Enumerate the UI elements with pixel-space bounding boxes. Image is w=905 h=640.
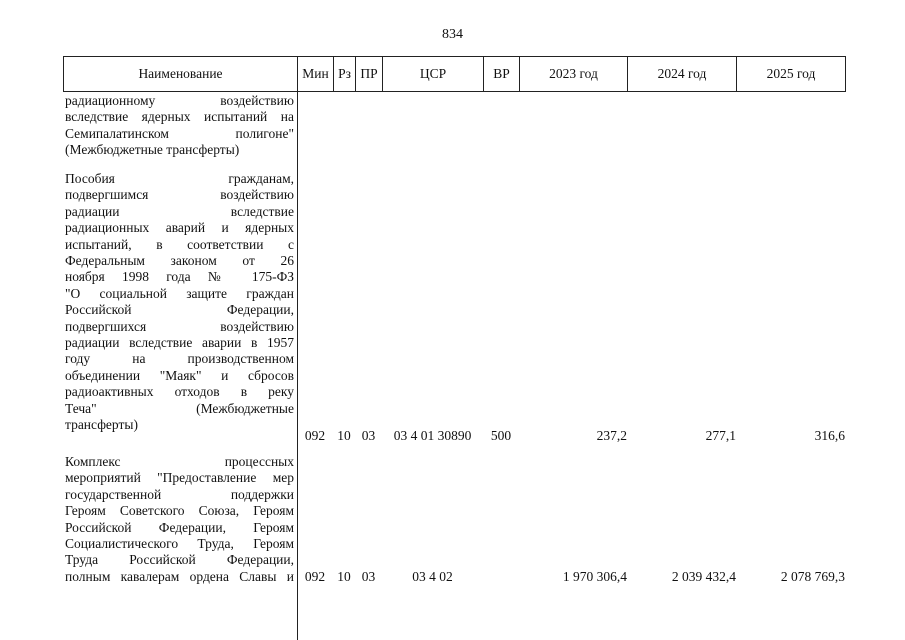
page-number: 834	[442, 27, 463, 42]
cell-2024: 2 039 432,4	[671, 569, 736, 584]
name-line: вследствие ядерных испытаний на	[65, 109, 294, 125]
name-line: объединении "Маяк" и сбросов	[65, 367, 294, 383]
row-name	[65, 171, 294, 434]
cell-2023: 237,2	[596, 428, 627, 443]
name-line: Комплекс процессных	[65, 454, 294, 469]
name-line: Труда Российской Федерации,	[65, 552, 294, 568]
cell-csr: 03 4 02	[412, 569, 453, 584]
name-line: (Межбюджетные трансферты)	[65, 142, 240, 158]
name-line: радиации вследствие	[65, 203, 294, 219]
name-line: подвергшихся воздействию	[65, 318, 294, 334]
header-csr: ЦСР	[382, 56, 483, 92]
name-line: мероприятий "Предоставление мер	[65, 470, 294, 486]
name-line: Пособия гражданам,	[65, 171, 294, 186]
name-line: ноября 1998 года № 175-ФЗ	[65, 269, 294, 285]
name-line: полным кавалерам ордена Славы и	[65, 568, 294, 584]
cell-rz: 10	[337, 569, 351, 584]
cell-2025: 2 078 769,3	[780, 569, 845, 584]
name-line: испытаний, в соответствии с	[65, 236, 294, 252]
cell-rz: 10	[337, 428, 351, 443]
name-line: Теча" (Межбюджетные	[65, 400, 294, 416]
cell-2024: 277,1	[705, 428, 736, 443]
header-name: Наименование	[63, 56, 297, 92]
name-line: "О социальной защите граждан	[65, 285, 294, 301]
cell-pr: 03	[361, 569, 376, 584]
header-vr: ВР	[483, 56, 519, 92]
name-line: Российской Федерации,	[65, 302, 294, 318]
cell-2025: 316,6	[814, 428, 845, 443]
cell-csr: 03 4 01 30890	[393, 428, 472, 443]
name-line: подвергшимся воздействию	[65, 187, 294, 203]
name-line: Героям Советского Союза, Героям	[65, 503, 294, 519]
cell-min: 092	[304, 569, 326, 584]
name-line: Семипалатинском полигоне"	[65, 125, 294, 141]
name-line: Социалистического Труда, Героям	[65, 536, 294, 552]
name-line: радиации вследствие аварии в 1957	[65, 335, 294, 351]
name-line: радиоактивных отходов в реку	[65, 384, 294, 400]
name-line: государственной поддержки	[65, 486, 294, 502]
row-name	[65, 93, 294, 159]
cell-2023: 1 970 306,4	[562, 569, 627, 584]
name-line: радиационных аварий и ядерных	[65, 220, 294, 236]
header-pr: ПР	[355, 56, 382, 92]
header-2024: 2024 год	[627, 56, 736, 92]
header-min: Мин	[297, 56, 333, 92]
name-line: году на производственном	[65, 351, 294, 367]
name-line: трансферты)	[65, 417, 138, 433]
header-2025: 2025 год	[736, 56, 846, 92]
column-divider	[297, 92, 298, 640]
header-2023: 2023 год	[519, 56, 627, 92]
cell-min: 092	[304, 428, 326, 443]
cell-vr: 500	[490, 428, 512, 443]
cell-pr: 03	[361, 428, 376, 443]
row-name	[65, 454, 294, 585]
name-line: Российской Федерации, Героям	[65, 519, 294, 535]
name-line: Федеральным законом от 26	[65, 253, 294, 269]
name-line: радиационному воздействию	[65, 93, 294, 108]
header-rz: Рз	[333, 56, 355, 92]
